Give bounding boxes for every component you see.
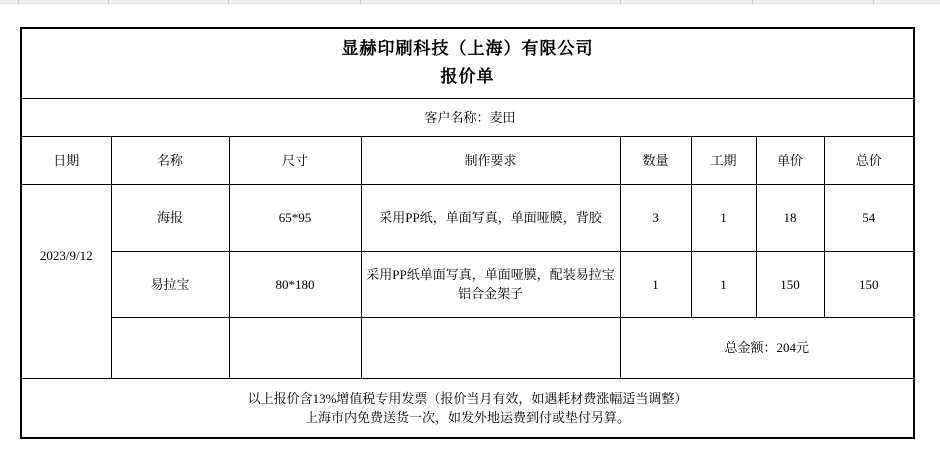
cell-item-size: 65*95 <box>229 184 361 251</box>
header-cell-requirements: 制作要求 <box>361 136 620 184</box>
header-cell-date: 日期 <box>21 136 111 184</box>
customer-name-field: 客户名称：麦田 <box>21 98 914 136</box>
grand-total-amount: 总金额：204元 <box>620 317 914 378</box>
quotation-table <box>20 27 915 439</box>
table-row <box>21 251 914 317</box>
grid-separator <box>228 0 229 4</box>
grid-separator <box>752 0 753 4</box>
cell-item-quantity: 3 <box>620 184 691 251</box>
cell-item-total-price: 54 <box>824 184 914 251</box>
grid-separator <box>108 0 109 4</box>
table-row <box>21 184 914 251</box>
terms-note <box>21 378 914 438</box>
header-cell-quantity: 数量 <box>620 136 691 184</box>
grid-separator <box>873 0 874 4</box>
cell-item-quantity: 1 <box>620 251 691 317</box>
cell-item-requirements: 采用PP纸，单面写真，单面哑膜，背胶 <box>361 184 620 251</box>
cell-item-total-price: 150 <box>824 251 914 317</box>
terms-note-line1: 以上报价含13%增值税专用发票（报价当月有效，如遇耗材费涨幅适当调整） <box>247 390 688 406</box>
header-cell-total-price: 总价 <box>824 136 914 184</box>
header-cell-unit-price: 单价 <box>756 136 824 184</box>
grid-separator <box>360 0 361 4</box>
spreadsheet-grid-remnant <box>0 0 940 4</box>
cell-date: 2023/9/12 <box>21 184 111 378</box>
cell-empty <box>229 317 361 378</box>
grid-separator <box>620 0 621 4</box>
cell-empty <box>361 317 620 378</box>
header-cell-name: 名称 <box>111 136 229 184</box>
header-cell-duration: 工期 <box>691 136 756 184</box>
cell-item-duration: 1 <box>691 184 756 251</box>
document-type-title: 报价单 <box>440 67 495 87</box>
document-header <box>21 28 914 98</box>
company-name: 显赫印刷科技（上海）有限公司 <box>341 39 594 59</box>
cell-empty <box>111 317 229 378</box>
header-cell-size: 尺寸 <box>229 136 361 184</box>
cell-item-name: 海报 <box>111 184 229 251</box>
total-row <box>21 317 914 378</box>
grid-separator <box>18 0 19 4</box>
cell-item-duration: 1 <box>691 251 756 317</box>
terms-note-line2: 上海市内免费送货一次，如发外地运费到付或垫付另算。 <box>304 409 630 425</box>
cell-item-unit-price: 150 <box>756 251 824 317</box>
cell-item-unit-price: 18 <box>756 184 824 251</box>
cell-item-requirements: 采用PP纸单面写真，单面哑膜，配装易拉宝铝合金架子 <box>361 251 620 317</box>
cell-item-size: 80*180 <box>229 251 361 317</box>
cell-item-name: 易拉宝 <box>111 251 229 317</box>
